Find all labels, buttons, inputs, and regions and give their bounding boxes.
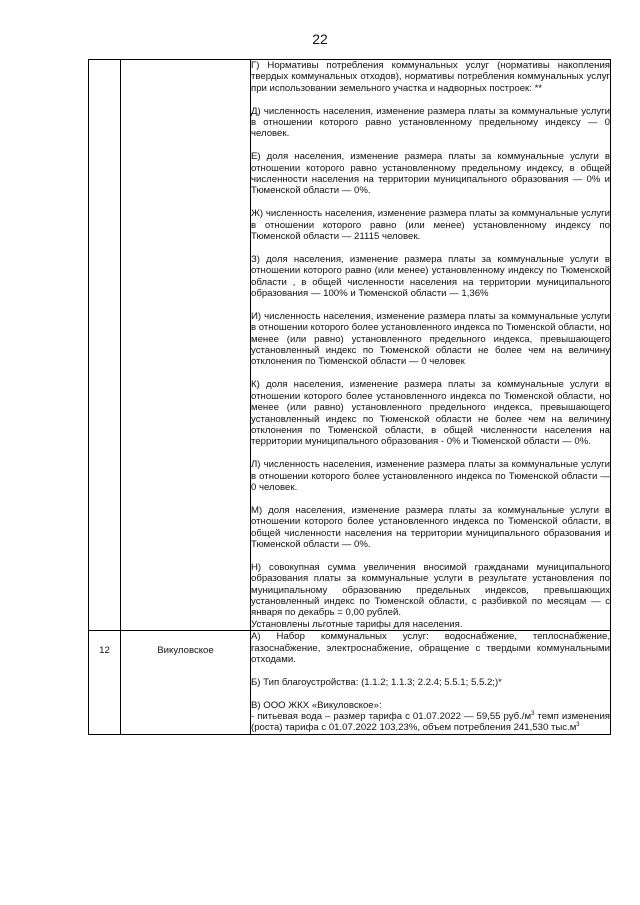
paragraph-d: Д) численность населения, изменение размера платы за коммунальные услуги в отношении которого равно установленному предельному индексу — 0 человек. xyxy=(251,105,610,140)
row-number-cell xyxy=(89,631,121,735)
paragraph-l: Л) численность населения, изменение размера платы за коммунальные услуги в отношении которого более установленного индекса по Тюменской области — 0 человек. xyxy=(251,459,610,493)
superscript: 3 xyxy=(576,722,580,729)
paragraph-v-title: В) ООО ЖКХ «Викуловское»: xyxy=(251,699,382,711)
paragraph-k: К) доля населения, изменение размера платы за коммунальные услуги в отношении которого более установленного индекса по Тюменской области, но менее (или равно) установленного предельного индекса, превышающего установленный индекс по Тюменской области не более чем на величину отклонения по Тюменской области, в общей численности населения на территории муниципального образования - 0% и Тюменской области — 0%. xyxy=(251,379,610,448)
paragraph-a: А) Набор коммунальных услуг: водоснабжение, теплоснабжение, газоснабжение, электроснабжение, обращение с твердыми коммунальными отходами. xyxy=(251,631,610,665)
row-number-cell xyxy=(89,60,121,631)
water-tariff-text-2: темп изменения (роста) тарифа с 01.07.2022 103,23%, объем потребления 241,530 тыс.м xyxy=(251,710,610,734)
paragraph-z: З) доля населения, изменение размера платы за коммунальные услуги в отношении которого равно (или менее) установленному индексу по Тюменской области , в общей численности населения на территории муниципального образования — 100% и Тюменской области — 1,36% xyxy=(251,253,610,300)
superscript: 3 xyxy=(531,710,535,717)
tariff-table xyxy=(88,59,611,735)
content-cell xyxy=(251,60,611,631)
row-number: 12 xyxy=(99,645,110,657)
paragraph-g: Г) Нормативы потребления коммунальных услуг (нормативы накопления твердых коммунальных отходов), нормативы потребления коммунальных услуг при использовании земельного участка и надворных построек: ** xyxy=(251,60,610,94)
municipality-cell xyxy=(121,631,251,735)
table-row xyxy=(89,631,611,735)
closing-line: Установлены льготные тарифы для населения. xyxy=(251,618,463,630)
page-number: 22 xyxy=(312,31,328,47)
content-cell xyxy=(251,631,611,735)
paragraph-i: И) численность населения, изменение размера платы за коммунальные услуги в отношении которого более установленного индекса по Тюменской области, но менее (или равно) установленного предельного индекса, превышающего установленный индекс по Тюменской области не более чем на величину отклонения по Тюменской области — 0 человек xyxy=(251,310,610,368)
paragraph-e: Е) доля населения, изменение размера платы за коммунальные услуги в отношении которого равно установленному предельному индексу, в общей численности населения на территории муниципального образования — 0% и Тюменской области — 0%. xyxy=(251,151,610,197)
water-tariff-text-1: - питьевая вода – размер тарифа с 01.07.2022 — 59,55 руб./м xyxy=(251,710,532,722)
municipality-name: Викуловское xyxy=(157,645,214,657)
paragraph-zh: Ж) численность населения, изменение размера платы за коммунальные услуги в отношении которого равно (или менее) установленному индексу по Тюменской области — 21115 человек. xyxy=(251,208,610,243)
table-row xyxy=(89,60,611,631)
paragraph-v-text xyxy=(251,711,610,734)
municipality-cell xyxy=(121,60,251,631)
paragraph-m: М) доля населения, изменение размера платы за коммунальные услуги в отношении которого более установленного индекса по Тюменской области, в общей численности населения на территории муниципального образования и Тюменской области — 0%. xyxy=(251,504,610,550)
paragraph-b: Б) Тип благоустройства: (1.1.2; 1.1.3; 2.2.4; 5.5.1; 5.5.2;)* xyxy=(251,676,502,688)
paragraph-n: Н) совокупная сумма увеличения вносимой гражданами муниципального образования платы за коммунальные услуги в результате установления по муниципальному образованию предельных индексов, превышающих установленный индекс по Тюменской области, с разбивкой по месяцам — с января по декабрь = 0,00 рублей. xyxy=(251,561,610,619)
